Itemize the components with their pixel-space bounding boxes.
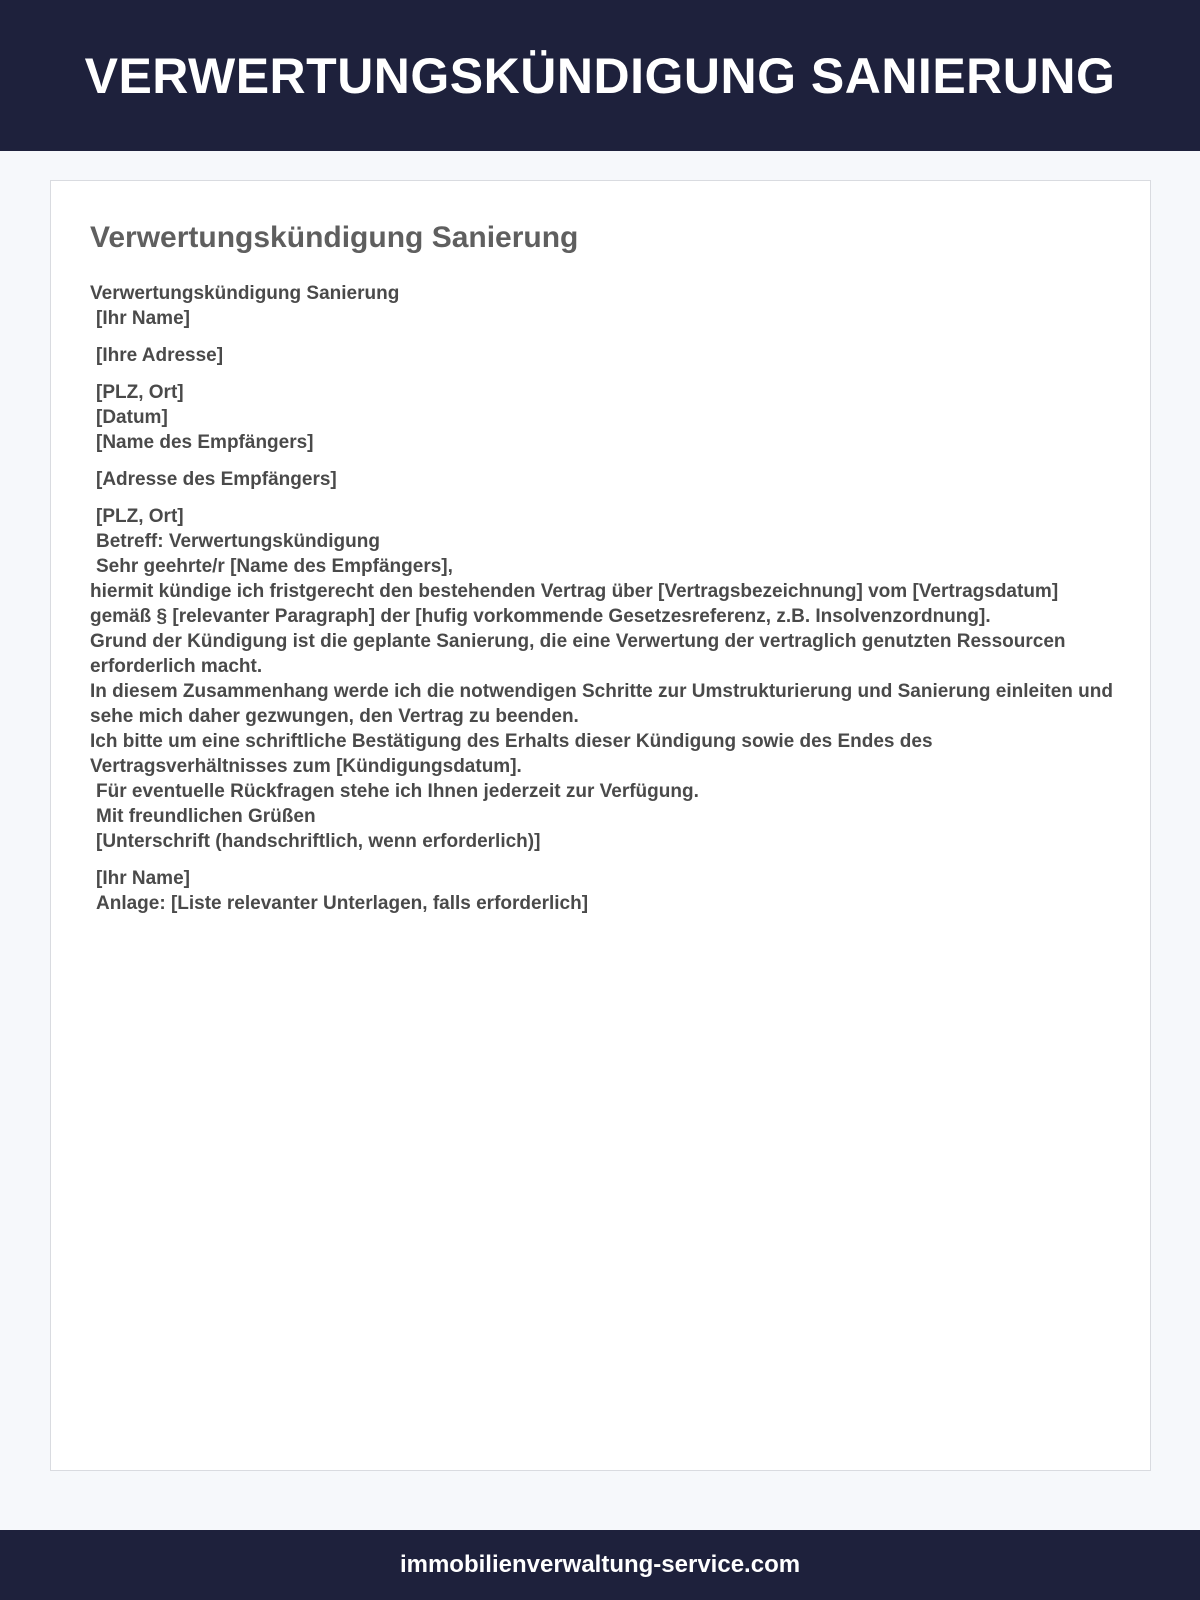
signature-placeholder: [Unterschrift (handschriftlich, wenn erforderlich)]	[96, 831, 541, 852]
sender-name: [Ihr Name]	[96, 308, 190, 329]
page-footer	[0, 1530, 1200, 1600]
letter-date: [Datum]	[96, 407, 168, 428]
letter-subject-heading: Verwertungskündigung Sanierung	[90, 283, 400, 304]
signer-name: [Ihr Name]	[96, 868, 190, 889]
recipient-address: [Adresse des Empfängers]	[96, 469, 337, 490]
sender-postcode-city: [PLZ, Ort]	[96, 382, 184, 403]
header-title: VERWERTUNGSKÜNDIGUNG SANIERUNG	[84, 47, 1116, 104]
footer-site-name: immobilienverwaltung-service.com	[399, 1551, 801, 1578]
sender-address: [Ihre Adresse]	[96, 345, 224, 366]
document-title: Verwertungskündigung Sanierung	[90, 221, 579, 254]
paragraph-reason: Grund der Kündigung ist die geplante Sanierung, die eine Verwertung der vertraglich genutzten Ressourcen erforderlich macht.	[90, 631, 1066, 677]
letter-body	[90, 281, 1120, 916]
paragraph-confirmation: Ich bitte um eine schriftliche Bestätigung des Erhalts dieser Kündigung sowie des Endes des Vertragsverhältnisses zum [Kündigungsdatum].	[90, 731, 933, 777]
letter-attachments: Anlage: [Liste relevanter Unterlagen, falls erforderlich]	[96, 893, 589, 914]
letter-closing: Mit freundlichen Grüßen	[96, 806, 316, 827]
letter-questions: Für eventuelle Rückfragen stehe ich Ihnen jederzeit zur Verfügung.	[96, 781, 699, 802]
paragraph-termination: hiermit kündige ich fristgerecht den bestehenden Vertrag über [Vertragsbezeichnung] vom [Vertragsdatum] gemäß § [relevanter Paragraph] der [hufig vorkommende Gesetzesreferenz, z.B. Insolvenzordnung].	[90, 581, 1059, 627]
letter-subject: Betreff: Verwertungskündigung	[96, 531, 380, 552]
page-header	[0, 0, 1200, 151]
letter-salutation: Sehr geehrte/r [Name des Empfängers],	[96, 556, 453, 577]
recipient-name: [Name des Empfängers]	[96, 432, 314, 453]
document-card	[50, 180, 1151, 1471]
paragraph-restructuring: In diesem Zusammenhang werde ich die notwendigen Schritte zur Umstrukturierung und Sanierung einleiten und sehe mich daher gezwungen, den Vertrag zu beenden.	[90, 681, 1113, 727]
recipient-postcode-city: [PLZ, Ort]	[96, 506, 184, 527]
